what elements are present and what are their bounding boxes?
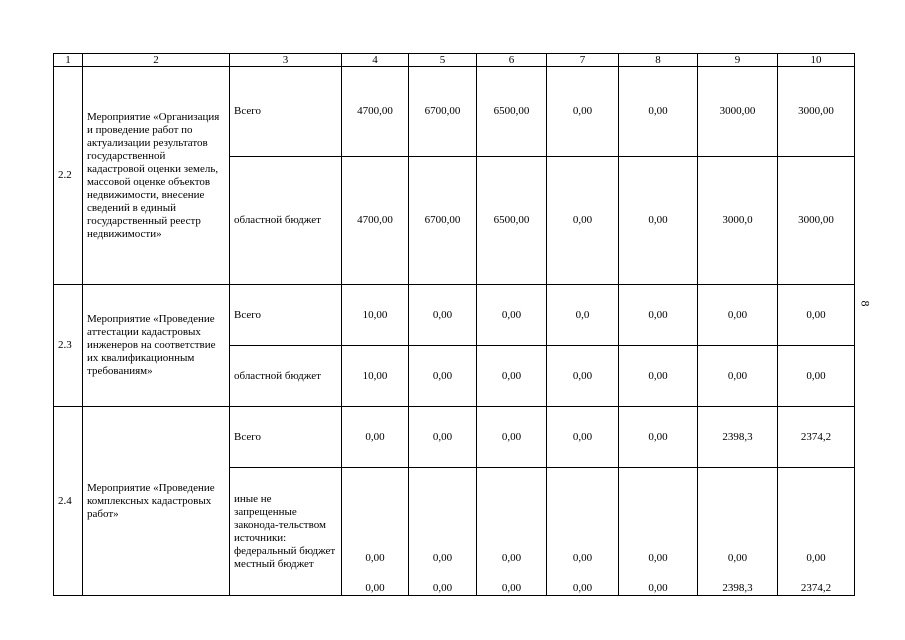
value-cell: 0,00 [619, 346, 698, 407]
value-cell: 10,00 [342, 346, 409, 407]
value-cell: 0,00 [698, 346, 778, 407]
column-header: 10 [778, 54, 855, 67]
value-cell: 0,00 [547, 67, 619, 157]
column-header: 9 [698, 54, 778, 67]
source-label-federal: иные не запрещенные законода-тельством источники: федеральный бюджет [234, 492, 336, 557]
value-cell: 0,00 0,00 [547, 468, 619, 596]
value-cell: 3000,00 [778, 67, 855, 157]
value-cell: 2374,2 [778, 407, 855, 468]
value-cell: 0,00 [342, 407, 409, 468]
table-row [54, 67, 855, 157]
source-label-local: местный бюджет [234, 557, 314, 570]
row-code: 2.3 [54, 285, 83, 407]
source-label: Всего [230, 285, 342, 346]
row-name: Мероприятие «Проведение аттестации кадастровых инженеров на соответствие их квалификационным требованиям» [83, 285, 230, 407]
value-cell: 2398,3 [698, 407, 778, 468]
value-cell: 0,00 [547, 407, 619, 468]
source-label: Всего [230, 407, 342, 468]
value-cell: 0,00 [619, 407, 698, 468]
value-cell: 0,00 [619, 285, 698, 346]
value-cell: 0,00 [477, 407, 547, 468]
value-cell: 0,00 [477, 346, 547, 407]
column-header: 3 [230, 54, 342, 67]
value-cell: 0,00 [619, 157, 698, 285]
value-cell: 0,00 0,00 [619, 468, 698, 596]
value-cell: 0,00 2374,2 [778, 468, 855, 596]
column-header: 4 [342, 54, 409, 67]
value-cell: 0,0 [547, 285, 619, 346]
value-cell: 0,00 [698, 285, 778, 346]
value-cell: 0,00 2398,3 [698, 468, 778, 596]
column-header: 7 [547, 54, 619, 67]
column-header: 5 [409, 54, 477, 67]
value-cell: 6500,00 [477, 67, 547, 157]
value-cell: 0,00 [409, 285, 477, 346]
value-cell: 0,00 [409, 346, 477, 407]
value-cell: 6500,00 [477, 157, 547, 285]
page-number: 8 [858, 300, 873, 307]
column-header: 6 [477, 54, 547, 67]
value-cell: 0,00 [547, 157, 619, 285]
value-cell: 0,00 0,00 [477, 468, 547, 596]
source-label [230, 468, 342, 596]
value-cell: 0,00 [778, 285, 855, 346]
row-code: 2.4 [54, 407, 83, 596]
value-cell: 0,00 [619, 67, 698, 157]
table-row [54, 285, 855, 346]
row-name: Мероприятие «Организация и проведение работ по актуализации результатов государственной кадастровой оценки земель, массовой оценке объектов недвижимости, внесение сведений в единый государственный реестр недвижимости» [83, 67, 230, 285]
value-cell: 10,00 [342, 285, 409, 346]
budget-table [53, 53, 855, 596]
header-row [54, 54, 855, 67]
value-cell: 3000,0 [698, 157, 778, 285]
value-cell: 6700,00 [409, 157, 477, 285]
value-cell: 0,00 [477, 285, 547, 346]
source-label: областной бюджет [230, 157, 342, 285]
value-cell: 0,00 [778, 346, 855, 407]
column-header: 2 [83, 54, 230, 67]
row-name: Мероприятие «Проведение комплексных кадастровых работ» [83, 407, 230, 596]
value-cell: 0,00 0,00 [409, 468, 477, 596]
table-row [54, 407, 855, 468]
row-code: 2.2 [54, 67, 83, 285]
value-cell: 3000,00 [698, 67, 778, 157]
value-cell: 6700,00 [409, 67, 477, 157]
value-cell: 3000,00 [778, 157, 855, 285]
value-cell: 4700,00 [342, 67, 409, 157]
source-label: областной бюджет [230, 346, 342, 407]
column-header: 8 [619, 54, 698, 67]
value-cell: 0,00 [547, 346, 619, 407]
value-cell: 0,00 0,00 [342, 468, 409, 596]
value-cell: 0,00 [409, 407, 477, 468]
value-cell: 4700,00 [342, 157, 409, 285]
source-label: Всего [230, 67, 342, 157]
column-header: 1 [54, 54, 83, 67]
